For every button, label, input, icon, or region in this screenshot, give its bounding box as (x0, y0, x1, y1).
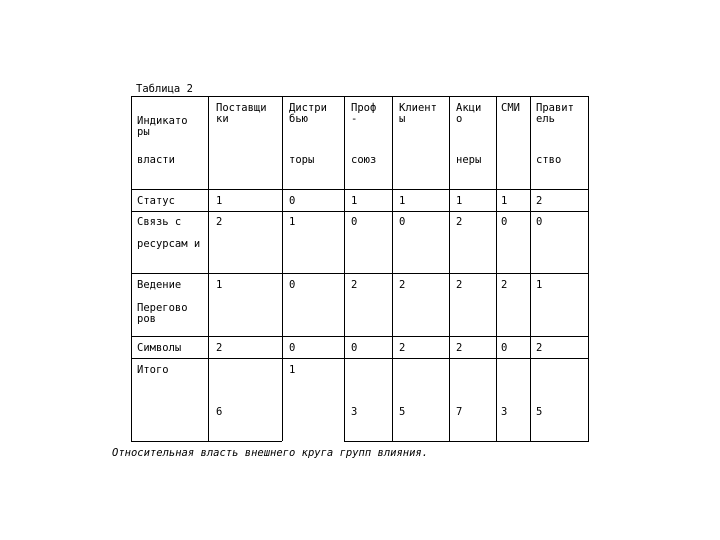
cell-symbols-clients: 2 (399, 342, 406, 354)
cell-negotiation-suppliers: 1 (216, 279, 223, 291)
row-label-total: Итого (137, 364, 169, 376)
header-government-bottom: ство (536, 154, 562, 166)
rule-header-bottom (131, 189, 589, 190)
row-label-links-cont: ресурсам и (137, 238, 201, 250)
cell-links-government: 0 (536, 216, 543, 228)
header-shareholders-bottom: неры (456, 154, 482, 166)
rule-links-bottom (131, 273, 589, 274)
row-label-links: Связь с (137, 216, 182, 228)
cell-status-distributors: 0 (289, 195, 296, 207)
rule-col5 (449, 96, 450, 441)
rule-negotiation-bottom (131, 336, 589, 337)
cell-status-shareholders: 1 (456, 195, 463, 207)
header-shareholders: Акци о (456, 102, 482, 125)
header-government: Правит ель (536, 102, 574, 125)
cell-total-media: 3 (501, 406, 508, 418)
table-label: Таблица 2 (136, 83, 193, 95)
cell-links-shareholders: 2 (456, 216, 463, 228)
rule-symbols-bottom (131, 358, 589, 359)
cell-links-suppliers: 2 (216, 216, 223, 228)
cell-status-clients: 1 (399, 195, 406, 207)
header-distributors: Дистри бью (289, 102, 327, 125)
table-caption: Относительная власть внешнего круга групп влияния. (112, 447, 429, 459)
header-unions: Проф - (351, 102, 377, 125)
rule-left (131, 96, 132, 441)
rule-right (588, 96, 589, 441)
row-label-negotiation-cont: Перегово ров (137, 302, 188, 325)
cell-symbols-distributors: 0 (289, 342, 296, 354)
header-unions-bottom: союз (351, 154, 377, 166)
rule-col6 (496, 96, 497, 441)
cell-links-unions: 0 (351, 216, 358, 228)
cell-total-suppliers: 6 (216, 406, 223, 418)
cell-total-clients: 5 (399, 406, 406, 418)
cell-negotiation-clients: 2 (399, 279, 406, 291)
cell-negotiation-shareholders: 2 (456, 279, 463, 291)
cell-total-unions: 3 (351, 406, 358, 418)
cell-symbols-government: 2 (536, 342, 543, 354)
cell-symbols-media: 0 (501, 342, 508, 354)
header-indicator: Индикато ры (137, 115, 188, 138)
rule-bottom-a (208, 441, 282, 442)
rule-status-bottom (131, 211, 589, 212)
cell-links-media: 0 (501, 216, 508, 228)
rule-total-split-a (131, 441, 208, 442)
row-label-status: Статус (137, 195, 175, 207)
cell-negotiation-distributors: 0 (289, 279, 296, 291)
cell-negotiation-unions: 2 (351, 279, 358, 291)
rule-col7 (530, 96, 531, 441)
cell-symbols-suppliers: 2 (216, 342, 223, 354)
cell-status-suppliers: 1 (216, 195, 223, 207)
cell-status-media: 1 (501, 195, 508, 207)
cell-negotiation-media: 2 (501, 279, 508, 291)
rule-col4 (392, 96, 393, 441)
rule-col1 (208, 96, 209, 441)
rule-col3 (344, 96, 345, 441)
cell-status-unions: 1 (351, 195, 358, 207)
cell-links-distributors: 1 (289, 216, 296, 228)
cell-total-shareholders: 7 (456, 406, 463, 418)
header-indicator-bottom: власти (137, 154, 175, 166)
rule-col2 (282, 96, 283, 441)
row-label-symbols: Символы (137, 342, 182, 354)
rule-total-split-b (344, 441, 589, 442)
header-distributors-bottom: торы (289, 154, 315, 166)
row-label-negotiation: Ведение (137, 279, 182, 291)
cell-status-government: 2 (536, 195, 543, 207)
cell-symbols-shareholders: 2 (456, 342, 463, 354)
cell-negotiation-government: 1 (536, 279, 543, 291)
header-media: СМИ (501, 102, 520, 114)
header-clients: Клиент ы (399, 102, 437, 125)
cell-total-mid: 1 (289, 364, 296, 376)
rule-top (131, 96, 589, 97)
cell-symbols-unions: 0 (351, 342, 358, 354)
cell-links-clients: 0 (399, 216, 406, 228)
cell-total-government: 5 (536, 406, 543, 418)
header-suppliers: Поставщи ки (216, 102, 267, 125)
